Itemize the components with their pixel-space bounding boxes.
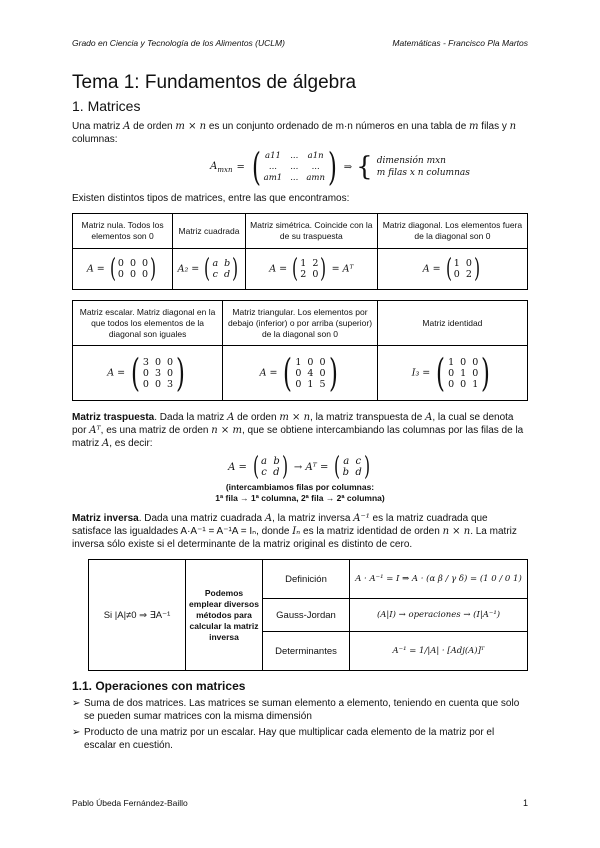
header-author: Matemáticas - Francisco Pla Martos <box>392 38 528 48</box>
cell: am1 <box>263 172 283 183</box>
matrix-rows <box>295 357 325 390</box>
row: 3 0 0 <box>142 356 174 368</box>
math: m × n <box>279 412 311 423</box>
text: A₂ = <box>177 263 200 275</box>
row: b d <box>342 467 362 478</box>
row: 0 1 0 <box>448 367 479 379</box>
curly-brace: { <box>356 152 373 182</box>
note-line: (intercambiamos filas por columnas: <box>225 482 375 492</box>
method-name: Determinantes <box>263 632 350 671</box>
formula-lhs <box>210 161 232 174</box>
header-cell: Matriz escalar. Matriz diagonal en la que todos los elementos de la diagonal son iguales <box>73 301 223 346</box>
operations-list <box>72 697 528 752</box>
text: Una matriz <box>72 121 124 132</box>
text: A = <box>422 263 441 275</box>
table-row <box>73 249 528 290</box>
text: es la matriz identidad de orden <box>300 526 443 537</box>
section-heading: 1. Matrices <box>72 98 141 114</box>
header-cell: Matriz diagonal. Los elementos fuera de la diagonal son 0 <box>377 214 527 249</box>
row: 1 2 <box>300 258 319 269</box>
row: 0 3 0 <box>142 367 174 379</box>
cell: amn <box>306 172 325 183</box>
math: n <box>509 121 517 132</box>
text: I₃ = <box>411 367 431 379</box>
table-row <box>73 346 528 401</box>
note-line: 1ª fila → 1ª columna, 2ª fila → 2ª columna) <box>215 493 385 503</box>
text: , la matriz transpuesta de <box>310 412 426 423</box>
cell: a11 <box>265 150 281 161</box>
page-header <box>72 38 528 48</box>
header-cell: Matriz identidad <box>377 301 527 346</box>
inversa-paragraph <box>72 512 528 551</box>
math: A <box>227 412 235 423</box>
term: Matriz inversa <box>72 513 139 524</box>
cell: ... <box>268 161 277 172</box>
general-matrix <box>249 145 340 189</box>
example-cell <box>245 249 377 290</box>
text: A = <box>86 263 105 275</box>
text: . La matriz inversa sólo existe si el determinante de la matriz original es distinto de cero. <box>72 526 517 550</box>
paren-left: ( <box>334 452 341 482</box>
table-header-row <box>73 214 528 249</box>
page-content <box>72 70 528 755</box>
brace-content <box>377 155 470 179</box>
page-title: Tema 1: Fundamentos de álgebra <box>72 72 357 93</box>
math: A <box>425 412 433 423</box>
footer-author: Pablo Úbeda Fernández-Baillo <box>72 798 188 808</box>
row: c d <box>261 467 280 478</box>
header-cell: Matriz triangular. Los elementos por debajo (inferior) o por arriba (superior) de la diagonal son 0 <box>223 301 378 346</box>
row: 1 0 0 <box>448 356 479 368</box>
method-formula: (A|I) → operaciones → (I|A⁻¹) <box>350 599 528 632</box>
matrix <box>332 454 371 480</box>
matrix-types-table-1 <box>72 213 528 290</box>
math: Aᵀ <box>89 425 101 436</box>
table-row <box>89 560 528 599</box>
text: → Aᵀ = <box>293 461 329 473</box>
subsection-heading: 1.1. Operaciones con matrices <box>72 679 246 693</box>
paren-right: ) <box>320 254 327 284</box>
table-header-row <box>73 301 528 346</box>
types-intro: Existen distintos tipos de matrices, entre las que encontramos: <box>72 193 350 204</box>
header-cell: Matriz nula. Todos los elementos son 0 <box>73 214 173 249</box>
intro-paragraph <box>72 120 528 146</box>
text: , que se obtiene intercambiando las columnas por las filas de la matriz <box>72 425 524 449</box>
math: m <box>469 121 479 132</box>
row: 1 0 0 <box>295 356 326 368</box>
text: dimensión mxn <box>376 156 446 166</box>
text: = Aᵀ <box>331 263 354 275</box>
matrix <box>290 256 328 282</box>
paren-left: ( <box>252 452 259 482</box>
row: a c <box>343 456 362 467</box>
matrix-rows <box>454 258 472 280</box>
matrix <box>433 351 493 395</box>
matrix-rows <box>343 456 362 478</box>
text: filas y <box>478 121 510 132</box>
transpose-note <box>72 482 528 504</box>
example-cell <box>377 346 527 401</box>
text: , la matriz inversa <box>272 513 354 524</box>
traspuesta-paragraph <box>72 411 528 450</box>
implies-arrow: ⇒ <box>343 161 353 173</box>
math: A <box>264 513 273 524</box>
paren-right: ) <box>281 452 288 482</box>
paren-left: ( <box>109 254 116 284</box>
row: 1 0 <box>453 258 472 269</box>
matrix-types-table-2 <box>72 300 528 401</box>
row: 0 1 5 <box>295 378 326 390</box>
matrix <box>128 351 188 395</box>
matrix <box>202 256 240 282</box>
paren-right: ) <box>176 351 185 395</box>
text: mxn <box>217 165 233 174</box>
math: Iₙ <box>292 526 301 537</box>
text: columnas: <box>72 134 118 145</box>
matrix-rows <box>118 258 148 280</box>
method-name: Definición <box>263 560 350 599</box>
cell: ... <box>311 161 320 172</box>
method-name: Gauss-Jordan <box>263 599 350 632</box>
row: 2 0 <box>300 269 319 280</box>
text: m filas x n columnas <box>376 168 470 178</box>
text: es la matriz cuadrada que satisface las igualdades A·A⁻¹ = A⁻¹A = Iₙ, donde <box>72 513 488 537</box>
matrix <box>108 256 159 282</box>
row: c d <box>212 269 231 280</box>
paren-left: ( <box>436 351 446 395</box>
paren-right: ) <box>328 351 338 395</box>
cell: a1n <box>307 150 324 161</box>
text: . Dada una matriz cuadrada <box>138 513 265 524</box>
matrix <box>280 351 340 395</box>
matrix <box>444 256 482 282</box>
term: Matriz traspuesta <box>72 412 155 423</box>
paren-left: ( <box>445 254 452 284</box>
text: de orden <box>234 412 280 423</box>
text: A = <box>228 461 247 473</box>
text: , es decir: <box>109 438 153 449</box>
math: A <box>123 121 131 132</box>
math: A <box>102 438 110 449</box>
example-cell <box>73 249 173 290</box>
matrix-rows <box>261 456 280 478</box>
matrix-grid <box>264 151 325 184</box>
text: A = <box>259 367 278 379</box>
example-cell <box>377 249 527 290</box>
paren-left: ( <box>131 351 140 395</box>
row: 0 0 1 <box>448 378 479 390</box>
paren-right: ) <box>150 254 157 284</box>
paren-left: ( <box>283 351 293 395</box>
math: A⁻¹ <box>353 513 370 524</box>
text: es un conjunto ordenado de m·n números en una tabla de <box>206 121 470 132</box>
example-cell <box>173 249 246 290</box>
cell: ... <box>290 172 299 183</box>
row: 0 0 0 <box>117 269 149 280</box>
methods-cell: Podemos emplear diversos métodos para calcular la matriz inversa <box>186 560 263 671</box>
page-footer <box>72 798 528 808</box>
matrix-rows <box>143 357 173 390</box>
equals-sign: = <box>236 161 245 173</box>
math: n × m <box>211 425 242 436</box>
text: . Dada la matriz <box>154 412 228 423</box>
text: A = <box>269 263 288 275</box>
math: m × n <box>175 121 207 132</box>
row: 0 2 <box>453 269 472 280</box>
paren-right: ) <box>481 351 491 395</box>
row: 0 0 3 <box>142 378 174 390</box>
text: , la cual se denota por <box>72 412 514 436</box>
row: a b <box>212 258 231 269</box>
matrix-definition-formula <box>152 145 528 189</box>
page-number: 1 <box>522 798 528 808</box>
paren-right: ) <box>473 254 481 284</box>
paren-left: ( <box>204 254 211 284</box>
text: de orden <box>130 121 176 132</box>
method-formula: A⁻¹ = 1/|A| · [Adj(A)]ᵀ <box>350 632 528 671</box>
row: a b <box>261 456 280 467</box>
inverse-methods-table <box>88 559 528 671</box>
header-course: Grado en Ciencia y Tecnología de los Alimentos (UCLM) <box>72 38 285 48</box>
list-item: ➢ Producto de una matriz por un escalar. Hay que multiplicar cada elemento de la matriz por el escalar en cuestión. <box>72 726 528 752</box>
example-cell <box>73 346 223 401</box>
condition-cell: Si |A|≠0 ⇒ ∃A⁻¹ <box>89 560 186 671</box>
row: 0 0 0 <box>117 258 149 269</box>
matrix-rows <box>212 258 230 280</box>
cell: ... <box>290 161 299 172</box>
math: n × n <box>442 526 471 537</box>
paren-left: ( <box>292 254 299 284</box>
transpose-formula <box>72 454 528 480</box>
list-item: ➢ Suma de dos matrices. Las matrices se suman elemento a elemento, teniendo en cuenta que solo se pueden sumar matrices con la misma dimensión <box>72 697 528 723</box>
paren-left: ( <box>251 145 261 189</box>
row: 0 4 0 <box>295 367 326 379</box>
matrix-rows <box>448 357 478 390</box>
paren-right: ) <box>232 254 239 284</box>
example-cell <box>223 346 378 401</box>
paren-right: ) <box>363 452 370 482</box>
matrix <box>251 454 290 480</box>
paren-right: ) <box>327 145 337 189</box>
header-cell: Matriz cuadrada <box>173 214 246 249</box>
text: A = <box>107 367 126 379</box>
method-formula: A · A⁻¹ = I ⇒ A · (α β / γ δ) = (1 0 / 0 1) <box>350 560 528 599</box>
cell: ... <box>290 150 299 161</box>
text: A <box>210 160 218 172</box>
matrix-rows <box>300 258 318 280</box>
header-cell: Matriz simétrica. Coincide con la de su traspuesta <box>245 214 377 249</box>
text: , es una matriz de orden <box>100 425 212 436</box>
